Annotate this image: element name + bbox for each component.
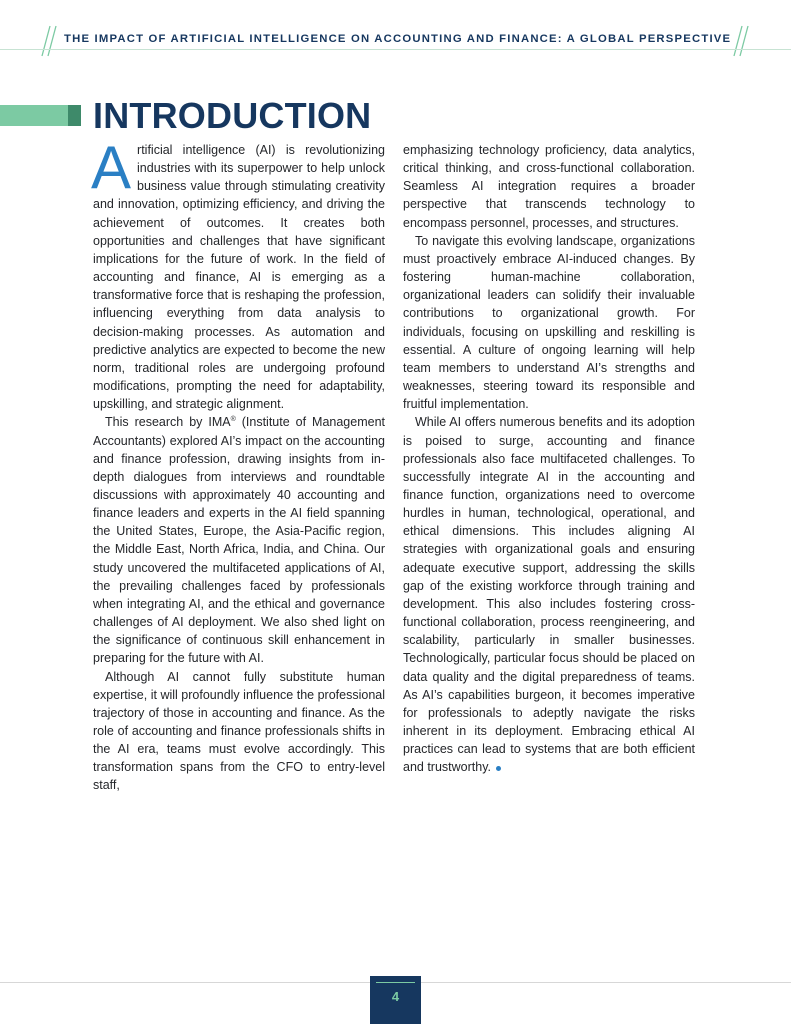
paragraph-research-text-b: (Institute of Management Accountants) explored AI’s impact on the accounting and finance profession, drawing insights from in-depth dialogues from interviews and roundtable discussions with approximately 40 accounting and finance leaders and experts in the AI field spanning the United States, Europe, the Asia-Pacific region, the Middle East, North Africa, India, and China. Our study uncovered the multifaceted applications of AI, the prevailing challenges faced by professionals when integrating AI, and the ethical and governance challenges of AI deployment. We also shed light on the significance of continuous skill enhancement in preparing for the future with AI.	[93, 415, 385, 666]
paragraph-challenges-text: While AI offers numerous benefits and its adoption is poised to surge, accounting and finance professionals also face multifaceted challenges. To successfully integrate AI in the accounting and finance function, organizations need to overcome hurdles in human, technological, operational, and ethical dimensions. This includes aligning AI strategies with organizational goals and ensuring adequate executive support, addressing the skills gap of the existing workforce through training and development. This also includes fostering cross-functional collaboration, process reengineering, and scalability, particularly in smaller businesses. Technologically, particular focus should be placed on data quality and the digital preparedness of teams. As AI’s capabilities burgeon, it becomes imperative for professionals to adeptly navigate the risks inherent in its deployment. Embracing ethical AI practices can lead to systems that are both efficient and trustworthy.	[403, 415, 695, 775]
page-number-box	[370, 976, 421, 1024]
paragraph-intro-text: rtificial intelligence (AI) is revolutionizing industries with its superpower to help unlock business value through stimulating creativity and innovation, optimizing efficiency, and driving the achievement of outcomes. It creates both opportunities and challenges that have significant implications for the future of work. In the field of accounting and finance, AI is emerging as a transformative force that is reshaping the profession, influencing everything from data analysis to decision-making processes. As automation and predictive analytics are expected to become the new norm, traditional roles are undergoing profound modifications, prompting the need for adaptability, upskilling, and strategic alignment.	[93, 143, 385, 412]
paragraph-expertise-start: Although AI cannot fully substitute human expertise, it will profoundly influence the professional trajectory of those in accounting and finance. As the role of accounting and finance professionals shifts in the AI era, teams must evolve accordingly. This transformation spans from the CFO to entry-level staff,	[93, 669, 385, 793]
header-divider	[0, 49, 791, 50]
paragraph-research	[93, 413, 385, 667]
double-slash-ornament-right	[732, 24, 752, 58]
page-number: 4	[391, 989, 400, 1004]
text-column-right	[403, 141, 695, 776]
registered-mark: ®	[230, 416, 236, 424]
paragraph-research-text-a: This research by IMA	[105, 415, 231, 430]
text-column-left	[91, 134, 385, 795]
paragraph-landscape: To navigate this evolving landscape, organizations must proactively embrace AI-induced changes. By fostering human-machine collaboration, organizational leaders can solidify their invaluable contributions to organizational growth. For individuals, focusing on upskilling and reskilling is essential. A culture of ongoing learning will help team members to understand AI’s strengths and weaknesses, steering toward its responsible and fruitful implementation.	[403, 233, 695, 412]
section-title: INTRODUCTION	[93, 95, 372, 136]
paragraph-challenges	[403, 413, 695, 776]
drop-cap: A	[91, 134, 132, 201]
page-number-accent-line	[376, 982, 415, 983]
running-header-title: THE IMPACT OF ARTIFICIAL INTELLIGENCE ON ACCOUNTING AND FINANCE: A GLOBAL PERSPECTIVE	[64, 33, 732, 45]
end-of-article-bullet-icon	[496, 766, 501, 771]
paragraph-expertise-continued: emphasizing technology proficiency, data analytics, critical thinking, and cross-functional collaboration. Seamless AI integration requires a broader perspective that transcends technology to encompass personnel, processes, and structures.	[403, 143, 695, 230]
running-header	[40, 24, 752, 58]
paragraph-intro	[91, 134, 385, 413]
section-accent-bar	[0, 105, 68, 126]
section-accent-square	[68, 105, 81, 126]
double-slash-ornament-left	[40, 24, 60, 58]
